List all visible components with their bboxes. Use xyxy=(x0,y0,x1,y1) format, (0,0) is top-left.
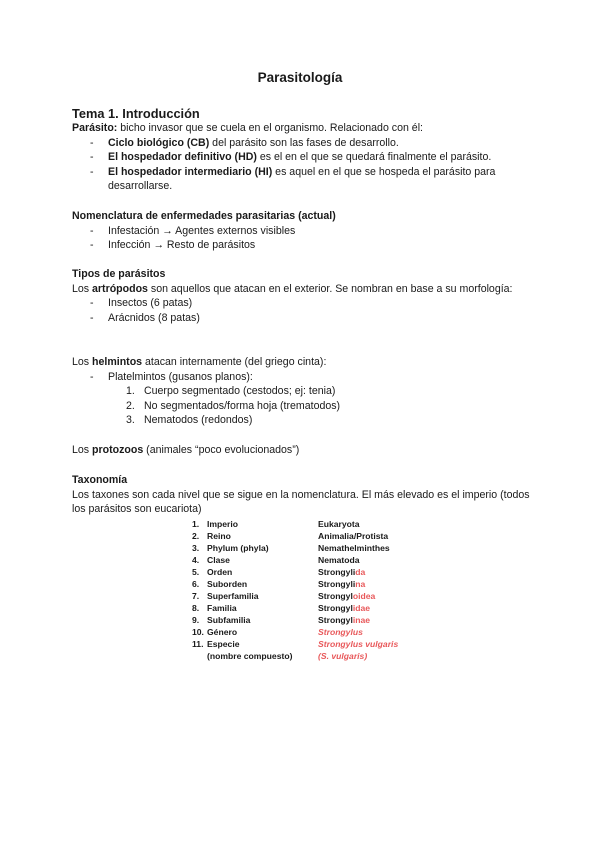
nomenclatura-heading: Nomenclatura de enfermedades parasitarias (actual) xyxy=(72,210,336,222)
section-heading-tema: Tema 1. Introducción xyxy=(72,106,200,121)
item-bold: Ciclo biológico (CB) xyxy=(108,136,210,149)
taxon-stem: Strongyl xyxy=(318,591,353,601)
taxonomy-rank: Suborden xyxy=(207,579,248,589)
taxonomy-number: 6. xyxy=(192,579,200,589)
taxonomy-rank: Superfamilia xyxy=(207,591,259,601)
taxonomy-name xyxy=(318,566,365,578)
helmintos-sublist xyxy=(72,384,532,428)
taxonomy-rank: (nombre compuesto) xyxy=(207,651,293,661)
taxonomy-rank: Especie xyxy=(207,639,240,649)
taxonomy-name xyxy=(318,530,388,542)
artropodos-term: artrópodos xyxy=(92,282,148,295)
taxon-stem: Strongyl xyxy=(318,603,353,613)
item-number: 2. xyxy=(126,399,135,412)
helmintos-term: helmintos xyxy=(92,356,143,368)
taxonomy-name xyxy=(318,614,370,626)
list-item: - Insectos (6 patas) xyxy=(72,296,532,311)
taxonomy-name xyxy=(318,638,398,650)
text: Los xyxy=(72,444,93,456)
taxon-stem: Strongyli xyxy=(318,579,356,589)
item-text: es el en el que se quedará finalmente el parásito. xyxy=(256,151,492,164)
helmintos-list xyxy=(72,370,532,385)
parasito-definition xyxy=(72,121,532,136)
list-item: - Infestación → Agentes externos visibles xyxy=(72,224,532,239)
taxonomy-rank: Reino xyxy=(207,531,231,541)
taxonomy-name xyxy=(318,650,367,662)
tipos-heading: Tipos de parásitos xyxy=(72,268,166,280)
parasito-list xyxy=(72,136,532,194)
nomenclatura-section xyxy=(72,209,532,253)
taxon-stem: Eukaryota xyxy=(318,519,360,529)
taxonomy-number: 1. xyxy=(192,519,200,529)
taxonomy-name xyxy=(318,554,360,566)
taxonomy-number: 9. xyxy=(192,615,200,625)
list-item xyxy=(72,413,532,428)
list-item xyxy=(72,399,532,414)
parasito-section xyxy=(72,121,532,194)
taxonomy-name xyxy=(318,602,370,614)
taxonomy-name xyxy=(318,518,360,530)
taxon-suffix: inae xyxy=(352,615,371,625)
taxonomy-number: 10. xyxy=(192,627,204,637)
parasito-def: bicho invasor que se cuela en el organismo. Relacionado con él: xyxy=(117,122,423,134)
taxonomy-number: 8. xyxy=(192,603,200,613)
text: son aquellos que atacan en el exterior. Se nombran en base a su morfología: xyxy=(147,282,513,295)
artropodos-list xyxy=(72,296,532,325)
taxonomy-name xyxy=(318,578,365,590)
taxonomy-rank: Clase xyxy=(207,555,230,565)
taxon-stem: Animalia/Protista xyxy=(318,531,389,541)
item-bold: El hospedador intermediario (HI) xyxy=(108,165,273,178)
taxonomy-rank: Subfamilia xyxy=(207,615,251,625)
list-item: - Platelmintos (gusanos planos): xyxy=(72,370,532,385)
helmintos-section xyxy=(72,355,532,428)
item-number: 3. xyxy=(126,414,135,427)
item-text: es aquel en el que se hospeda el parásito para desarrollarse. xyxy=(108,165,496,193)
item-text: Cuerpo segmentado (cestodos; ej: tenia) xyxy=(144,385,336,398)
text: Los xyxy=(72,282,93,295)
item-text: No segmentados/forma hoja (trematodos) xyxy=(144,399,341,412)
taxonomy-rank: Género xyxy=(207,627,238,637)
taxonomy-rank: Familia xyxy=(207,603,237,613)
text: atacan internamente (del griego cinta): xyxy=(142,356,327,368)
taxonomy-name xyxy=(318,590,375,602)
item-text: Nematodos (redondos) xyxy=(144,414,253,427)
taxonomia-text: Los taxones son cada nivel que se sigue en la nomenclatura. El más elevado es el imperio (todos los parásitos son eucariota) xyxy=(72,488,530,516)
taxonomy-name xyxy=(318,542,390,554)
taxon-suffix: Strongylus vulgaris xyxy=(318,639,399,649)
taxon-suffix: oidea xyxy=(352,591,376,601)
list-item xyxy=(72,384,532,399)
list-item xyxy=(72,150,532,165)
text: (animales “poco evolucionados”) xyxy=(143,444,300,456)
taxonomia-heading: Taxonomía xyxy=(72,474,128,486)
taxonomy-number: 11. xyxy=(192,639,204,649)
taxon-suffix: Strongylus xyxy=(318,627,363,637)
taxon-suffix: na xyxy=(355,579,366,589)
protozoos-paragraph xyxy=(72,443,532,458)
taxonomy-number: 2. xyxy=(192,531,200,541)
taxonomy-rank: Orden xyxy=(207,567,233,577)
artropodos-paragraph xyxy=(72,282,532,297)
taxon-suffix: da xyxy=(355,567,366,577)
parasito-term: Parásito: xyxy=(72,122,118,134)
page-title: Parasitología xyxy=(257,70,343,85)
text: Los xyxy=(72,356,93,368)
taxonomy-rank: Imperio xyxy=(207,519,239,529)
taxon-stem: Strongyl xyxy=(318,615,353,625)
nomenclatura-list xyxy=(72,224,532,253)
list-item xyxy=(72,136,532,151)
taxonomia-section xyxy=(72,473,532,517)
list-item: - Infección → Resto de parásitos xyxy=(72,238,532,253)
taxon-suffix: idae xyxy=(352,603,371,613)
taxon-stem: Nematoda xyxy=(318,555,360,565)
helmintos-paragraph xyxy=(72,355,532,370)
taxonomy-number: 7. xyxy=(192,591,200,601)
taxonomy-name xyxy=(318,626,363,638)
taxon-stem: Strongyli xyxy=(318,567,356,577)
item-bold: El hospedador definitivo (HD) xyxy=(108,151,257,164)
taxon-stem: Nemathelminthes xyxy=(318,543,390,553)
taxon-suffix: (S. vulgaris) xyxy=(318,651,368,661)
taxonomy-number: 4. xyxy=(192,555,200,565)
item-number: 1. xyxy=(126,385,135,398)
list-item: - Arácnidos (8 patas) xyxy=(72,311,532,326)
protozoos-term: protozoos xyxy=(92,444,144,456)
taxonomy-number: 3. xyxy=(192,543,200,553)
taxonomy-number: 5. xyxy=(192,567,200,577)
list-item xyxy=(72,165,496,194)
item-text: del parásito son las fases de desarrollo. xyxy=(209,136,399,149)
taxonomy-rank: Phylum (phyla) xyxy=(207,543,269,553)
tipos-section xyxy=(72,267,532,325)
